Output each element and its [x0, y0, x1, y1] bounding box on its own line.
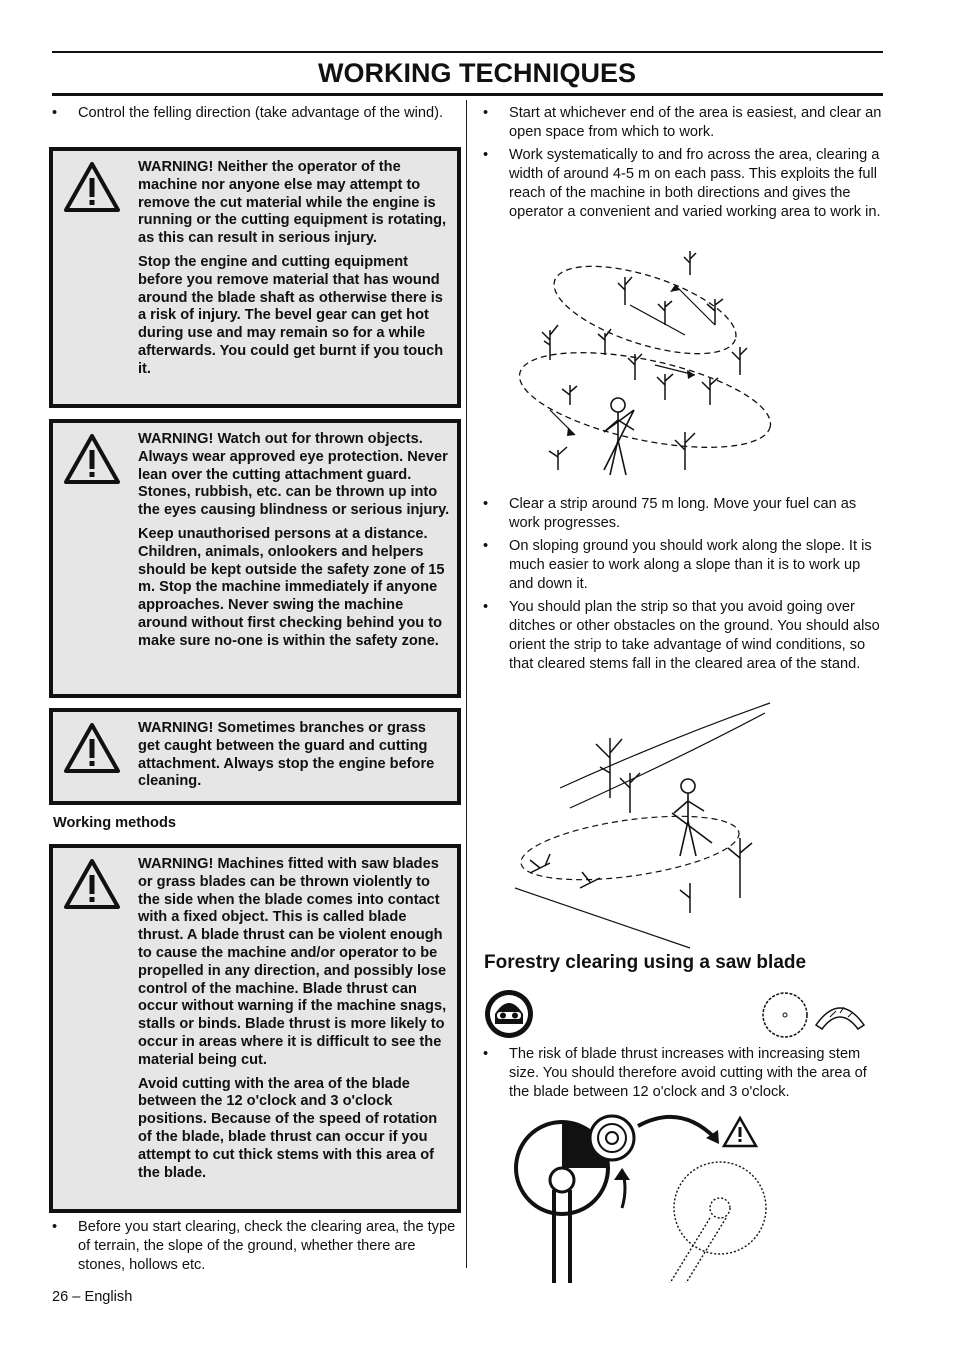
list-item: • On sloping ground you should work along the slope. It is much easier to work along a slope than it is to work up and down it.: [483, 538, 872, 592]
section-heading: Forestry clearing using a saw blade: [484, 952, 807, 973]
warning-text: WARNING! Watch out for thrown objects. Always wear approved eye protection. Never lean over the cutting attachment guard. Stones, rubbish, etc. can be thrown up into the eyes causing blindness or serious injury.: [138, 431, 450, 519]
warning-box: [49, 844, 461, 1213]
warning-text: Keep unauthorised persons at a distance. Children, animals, onlookers and helpers should be kept outside the safety zone of 15 m. Stop the machine immediately if anyone approaches. Never swing the machine around without first checking behind you to make sure no-one is within the safety zone.: [138, 525, 445, 649]
warning-triangle-icon: [63, 433, 121, 485]
list-item: • Clear a strip around 75 m long. Move your fuel can as work progresses.: [483, 496, 857, 531]
saw-blade-icon: [760, 990, 810, 1040]
warning-text: WARNING! Neither the operator of the machine nor anyone else may attempt to remove the cut material while the engine is running or the cutting equipment is rotating, as this can result in serious injury.: [138, 159, 447, 247]
warning-box: [49, 708, 461, 805]
blade-thrust-illustration: [510, 1108, 770, 1283]
column-divider: [466, 100, 467, 1268]
list-item: • Start at whichever end of the area is easiest, and clear an open space from which to work.: [483, 105, 882, 140]
header-rule-bottom: [52, 93, 883, 96]
header-rule-top: [52, 51, 883, 53]
warning-box: [49, 419, 461, 698]
clearing-pattern-illustration: [510, 245, 775, 485]
list-item: • You should plan the strip so that you avoid going over ditches or other obstacles on the ground. You should also orient the strip to take advantage of wind conditions, so that cleared stems fall in the cleared area of the stand.: [483, 599, 880, 672]
warning-triangle-icon: [63, 858, 121, 910]
list-item: • Work systematically to and fro across the area, clearing a width of around 4-5 m on each pass. This exploits the full reach of the machine in both directions and gives the operator a convenient and varied working area to work in.: [483, 147, 881, 220]
subheading-working-methods: Working methods: [53, 815, 176, 831]
list-item: • Control the felling direction (take advantage of the wind).: [52, 105, 444, 121]
list-item: • The risk of blade thrust increases with increasing stem size. You should therefore avoid cutting with the area of the blade between 12 o'clock and 3 o'clock.: [483, 1046, 867, 1100]
slope-strip-illustration: [510, 698, 780, 950]
warning-triangle-icon: [63, 161, 121, 213]
page-footer: 26 – English: [52, 1289, 133, 1305]
warning-text: Avoid cutting with the area of the blade between the 12 o'clock and 3 o'clock positions. Because of the speed of rotation of the blade, blade thrust can occur if you attempt to cut thick stems with this area of the blade.: [138, 1075, 438, 1181]
blade-guard-icon: [812, 995, 868, 1035]
list-item: • Before you start clearing, check the clearing area, the type of terrain, the slope of the ground, whether there are stones, hollows etc.: [52, 1219, 456, 1273]
page-title: WORKING TECHNIQUES: [317, 58, 636, 88]
warning-text: Stop the engine and cutting equipment before you remove material that has wound around the blade shaft as otherwise there is a risk of injury. The bevel gear can get hot during use and may remain so for a while afterwards. You could get burnt if you touch it.: [138, 253, 444, 377]
warning-box: [49, 147, 461, 408]
warning-text: WARNING! Sometimes branches or grass get caught between the guard and cutting attachment. Always stop the engine before cleaning.: [138, 720, 435, 790]
warning-text: WARNING! Machines fitted with saw blades or grass blades can be thrown violently to the side when the blade comes into contact with a fixed object. This is called blade thrust. A blade thrust can be violent enough to cause the machine and/or operator to be propelled in any direction, and possibly lose control of the machine. Blade thrust can occur without warning if the machine snags, stalls or binds. Blade thrust is more likely to occur in areas where it is difficult to see the material being cut.: [138, 856, 447, 1068]
warning-triangle-icon: [63, 722, 121, 774]
protective-equipment-icon: [483, 988, 535, 1040]
